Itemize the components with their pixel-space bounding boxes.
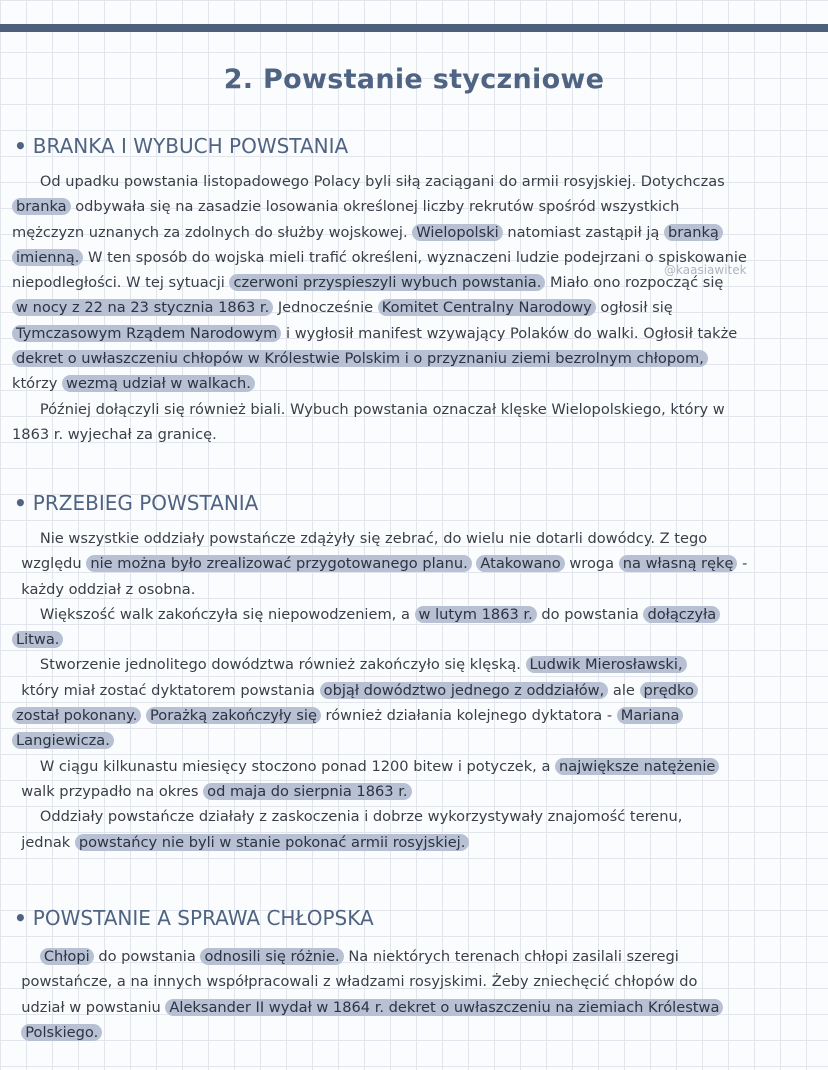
text-line <box>12 703 818 728</box>
highlighted-text: w nocy z 22 na 23 stycznia 1863 r. <box>12 299 273 316</box>
bullet-icon: • <box>14 134 27 158</box>
highlighted-text: dekret o uwłaszczeniu chłopów w Królestwie Polskim i o przyznaniu ziemi bezrolnym chłopom, <box>12 350 708 367</box>
text-segment: którzy <box>12 375 63 393</box>
highlighted-text: największe natężenie <box>555 758 719 775</box>
text-segment: względu <box>12 555 87 573</box>
text-segment <box>12 948 40 965</box>
highlighted-text: na własną rękę <box>619 555 738 572</box>
text-line <box>12 779 818 804</box>
highlighted-text: branka <box>12 198 71 215</box>
highlighted-text: Aleksander II wydał w 1864 r. dekret o uwłaszczeniu na ziemiach Królestwa <box>165 999 723 1016</box>
highlighted-text: Porażką zakończyły się <box>146 707 321 724</box>
bullet-icon: • <box>14 906 27 930</box>
highlighted-text: Chłopi <box>40 948 94 965</box>
text-line <box>12 754 818 779</box>
text-segment: ale <box>608 681 640 699</box>
highlighted-text: wezmą udział w walkach. <box>62 375 255 392</box>
highlighted-text: imienną. <box>12 249 83 266</box>
top-bar <box>0 24 828 32</box>
highlighted-text: nie można było zrealizować przygotowanego planu. <box>86 555 471 572</box>
text-segment: Oddziały powstańcze działały z zaskoczenia i dobrze wykorzystywały znajomość terenu, <box>12 808 683 826</box>
text-segment: do powstania <box>93 948 201 965</box>
text-line <box>12 728 818 753</box>
text-segment: - <box>737 555 748 573</box>
text-line <box>12 321 818 346</box>
text-line <box>12 371 818 396</box>
text-segment: ogłosił się <box>595 299 673 317</box>
text-line <box>12 944 818 969</box>
text-segment: Później dołączyli się również biali. Wybuch powstania oznaczał klęske Wielopolskiego, który w <box>12 400 725 418</box>
text-segment: W ciągu kilkunastu miesięcy stoczono ponad 1200 bitew i potyczek, a <box>12 757 556 775</box>
text-line <box>12 577 818 602</box>
highlighted-text: od maja do sierpnia 1863 r. <box>203 783 411 800</box>
highlighted-text: Langiewicza. <box>12 732 114 749</box>
text-segment: do powstania <box>536 605 644 623</box>
text-segment: Od upadku powstania listopadowego Polacy byli siłą zaciągani do armii rosyjskiej. Dotychczas <box>12 173 725 190</box>
text-line <box>12 602 818 627</box>
section-body-branka <box>12 169 818 447</box>
text-segment: niepodległości. W tej sytuacji <box>12 274 230 292</box>
text-segment: natomiast zastąpił ją <box>502 223 664 241</box>
text-segment: W ten sposób do wojska mieli trafić określeni, wyznaczeni ludzie podejrzani o spiskowanie <box>83 248 747 266</box>
text-line <box>12 995 818 1020</box>
text-segment: Stworzenie jednolitego dowództwa również zakończyło się klęską. <box>12 656 526 674</box>
text-segment: jednak <box>12 833 75 851</box>
text-line <box>12 969 818 994</box>
highlighted-text: został pokonany. <box>12 707 141 724</box>
text-segment: walk przypadło na okres <box>12 782 204 800</box>
text-line <box>12 220 818 245</box>
text-line <box>12 1020 818 1045</box>
text-line <box>12 526 818 551</box>
highlighted-text: dołączyła <box>643 606 720 623</box>
bullet-icon: • <box>14 491 27 515</box>
highlighted-text: Komitet Centralny Narodowy <box>378 299 596 316</box>
text-segment: Nie wszystkie oddziały powstańcze zdążyły się zebrać, do wielu nie dotarli dowódcy. Z tego <box>12 530 708 547</box>
text-line <box>12 169 818 194</box>
highlighted-text: Mariana <box>617 707 684 724</box>
text-segment: każdy oddział z osobna. <box>12 580 196 598</box>
text-line <box>12 652 818 677</box>
text-segment: i wygłosił manifest wzywający Polaków do walki. Ogłosił także <box>281 324 738 342</box>
text-segment: Miało ono rozpocząć się <box>545 274 724 292</box>
text-segment: również działania kolejnego dyktatora - <box>320 707 617 725</box>
highlighted-text: powstańcy nie byli w stanie pokonać armii rosyjskiej. <box>75 834 470 851</box>
text-segment: Na niektórych terenach chłopi zasilali szeregi <box>343 948 679 965</box>
text-line <box>12 346 818 371</box>
text-line <box>12 270 818 295</box>
text-line <box>12 830 818 855</box>
text-segment: wroga <box>564 555 619 573</box>
text-line <box>12 804 818 829</box>
highlighted-text: Litwa. <box>12 631 63 648</box>
text-segment: odbywała się na zasadzie losowania określonej liczby rekrutów spośród wszystkich <box>70 198 680 216</box>
highlighted-text: Ludwik Mierosławski, <box>526 656 687 673</box>
text-segment: który miał zostać dyktatorem powstania <box>12 681 320 699</box>
text-line <box>12 422 818 447</box>
highlighted-text: Atakowano <box>476 555 564 572</box>
text-line <box>12 678 818 703</box>
section-heading-przebieg: • PRZEBIEG POWSTANIA <box>14 491 259 515</box>
highlighted-text: prędko <box>640 682 698 699</box>
text-line <box>12 551 818 576</box>
text-segment: Jednocześnie <box>273 299 378 317</box>
text-line <box>12 245 818 270</box>
text-line <box>12 295 818 320</box>
highlighted-text: czerwoni przyspieszyli wybuch powstania. <box>229 274 545 291</box>
highlighted-text: Wielopolski <box>412 224 502 241</box>
text-segment <box>12 1024 21 1041</box>
text-line <box>12 194 818 219</box>
section-body-chlopska <box>12 944 818 1045</box>
text-segment: mężczyzn uznanych za zdolnych do służby wojskowej. <box>12 223 413 241</box>
text-segment: udział w powstaniu <box>12 998 166 1016</box>
text-segment: 1863 r. wyjechał za granicę. <box>12 425 217 443</box>
text-line <box>12 397 818 422</box>
section-heading-chlopska: • POWSTANIE A SPRAWA CHŁOPSKA <box>14 906 374 930</box>
highlighted-text: objął dowództwo jednego z oddziałów, <box>320 682 609 699</box>
watermark: @kaasiawitek <box>664 263 747 277</box>
highlighted-text: odnosili się różnie. <box>200 948 343 965</box>
highlighted-text: Polskiego. <box>21 1024 102 1041</box>
page-title: 2. Powstanie styczniowe <box>223 64 605 95</box>
text-line <box>12 627 818 652</box>
section-body-przebieg <box>12 526 818 855</box>
highlighted-text: branką <box>664 224 723 241</box>
section-heading-branka: • BRANKA I WYBUCH POWSTANIA <box>14 134 349 158</box>
highlighted-text: Tymczasowym Rządem Narodowym <box>12 325 281 342</box>
highlighted-text: w lutym 1863 r. <box>415 606 537 623</box>
text-segment: powstańcze, a na innych współpracowali z władzami rosyjskimi. Żeby zniechęcić chłopów do <box>12 973 698 991</box>
text-segment: Większość walk zakończyła się niepowodzeniem, a <box>12 605 415 623</box>
